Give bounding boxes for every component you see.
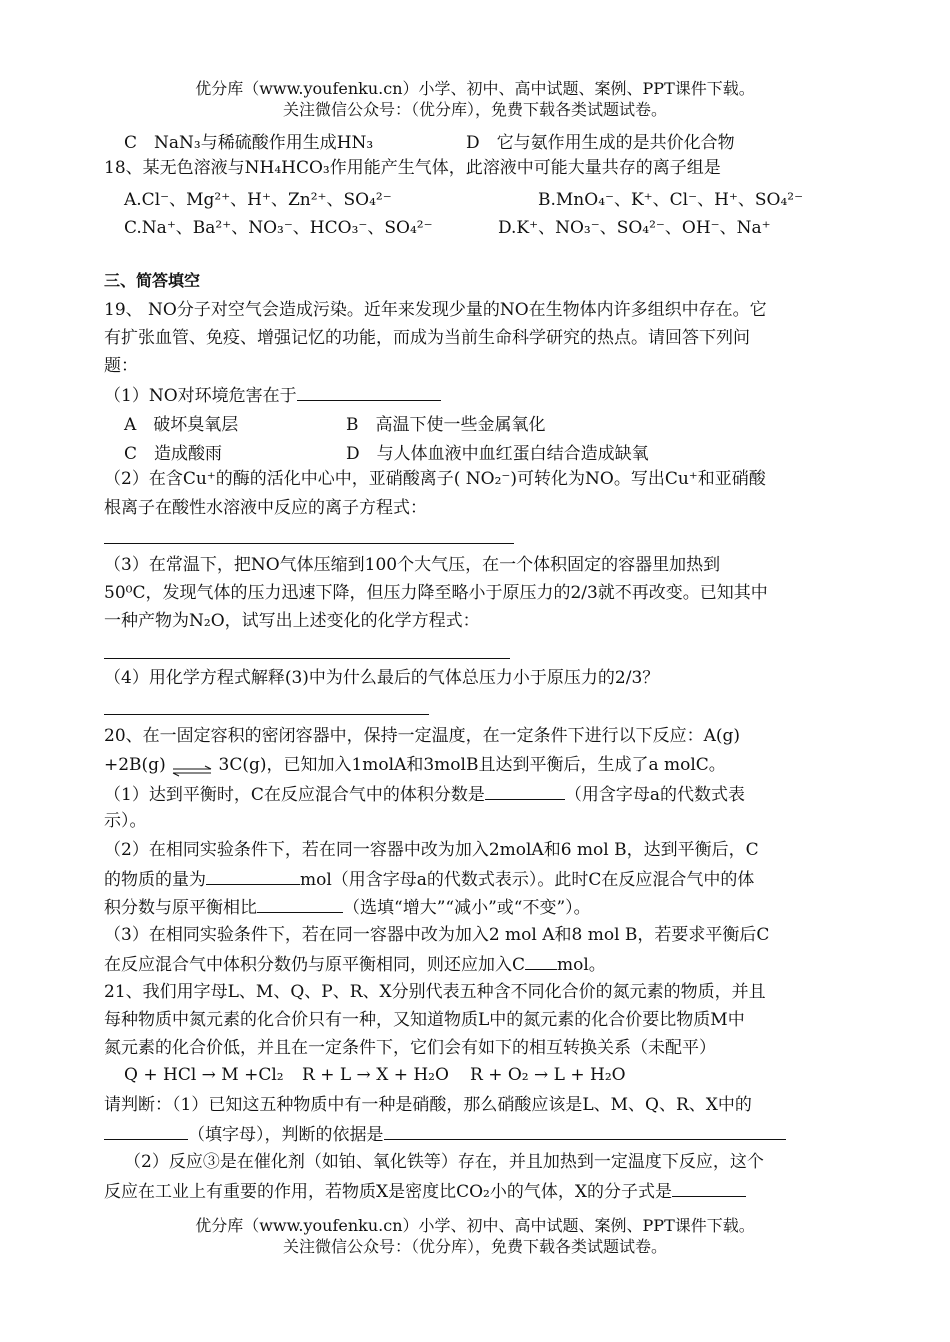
q20-part-2-text-3: 积分数与原平衡相比 [104,898,257,918]
q17-option-c: C NaN₃与稀硫酸作用生成HN₃ [124,133,374,153]
q19-part-4: （4）用化学方程式解释(3)中为什么最后的气体总压力小于原压力的2/3？ [104,668,660,688]
q21-equation-3: R + O₂ → L + H₂O [470,1065,626,1085]
q21-part-2-text: 反应在工业上有重要的作用，若物质X是密度比CO₂小的气体，X的分子式是 [104,1182,672,1202]
q18-option-b: B.MnO₄⁻、K⁺、Cl⁻、H⁺、SO₄²⁻ [538,190,804,210]
q19-part-3-line-3: 一种产物为N₂O，试写出上述变化的化学方程式： [104,611,480,631]
q18-stem: 18、某无色溶液与NH₄HCO₃作用能产生气体，此溶液中可能大量共存的离子组是 [104,158,721,178]
header-line-2: 关注微信公众号：（优分库），免费下载各类试题试卷。 [282,100,667,119]
q20-part-2-line-2 [104,866,844,892]
q20-part-3-line-2 [104,951,844,977]
q20-part-2-text-2: mol（用含字母a的代数式表示）。此时C在反应混合气中的体 [300,870,755,890]
q17-option-d: D 它与氨作用生成的是共价化合物 [466,133,735,153]
q21-part-1-text: （填字母），判断的依据是 [188,1125,384,1145]
q20-line-2 [104,753,844,777]
q20-part-2-text-4: （选填“增大”“减小”或“不变”）。 [343,898,591,918]
header-line-1: 优分库（www.youfenku.cn）小学、初中、高中试题、案例、PPT课件下载。 [195,79,755,98]
q21-part-1-blank-2[interactable] [384,1121,786,1140]
q20-part-3-tail: mol。 [557,955,606,975]
q19-part-3-line-1: （3）在常温下，把NO气体压缩到100个大气压，在一个体积固定的容器里加热到 [104,555,721,575]
q19-part-3-line-2: 50⁰C，发现气体的压力迅速下降，但压力降至略小于原压力的2/3就不再改变。已知其中 [104,583,768,603]
q20-part-1-tail: （用含字母a的代数式表 [564,785,745,805]
section-title: 三、简答填空 [104,271,201,290]
q18-option-c: C.Na⁺、Ba²⁺、NO₃⁻、HCO₃⁻、SO₄²⁻ [124,218,433,238]
q19-part-2-answer-line[interactable] [104,543,514,544]
q20-part-1-line-2: 示）。 [104,811,147,831]
q21-part-2-line-1: （2）反应③是在催化剂（如铂、氧化铁等）存在，并且加热到一定温度下反应，这个 [124,1152,764,1172]
q19-part-4-answer-line[interactable] [104,714,429,715]
q20-part-2-blank-1[interactable] [206,866,300,885]
q20-products-text: 3C(g)，已知加入1molA和3molB且达到平衡后，生成了a molC。 [218,755,726,775]
q21-part-1-blank-1[interactable] [104,1121,188,1140]
q19-part-1-text: （1）NO对环境危害在于 [104,386,297,406]
q20-part-2-blank-2[interactable] [257,894,343,913]
q20-line-1: 20、在一固定容积的密闭容器中，保持一定温度，在一定条件下进行以下反应：A(g) [104,726,741,746]
q18-option-d: D.K⁺、NO₃⁻、SO₄²⁻、OH⁻、Na⁺ [498,218,771,238]
q21-line-2: 每种物质中氮元素的化合价只有一种，又知道物质L中的氮元素的化合价要比物质M中 [104,1010,745,1030]
q20-part-2-text: 的物质的量为 [104,870,206,890]
q19-part-2-line-2: 根离子在酸性水溶液中反应的离子方程式： [104,498,427,518]
q21-equation-1: Q + HCl → M +Cl₂ [124,1065,284,1085]
q20-part-3-line-1: （3）在相同实验条件下，若在同一容器中改为加入2 mol A和8 mol B，若要求平衡后C [104,925,770,945]
footer-line-1: 优分库（www.youfenku.cn）小学、初中、高中试题、案例、PPT课件下载。 [195,1216,755,1235]
q20-part-3-blank[interactable] [525,951,557,970]
q20-part-2-line-3 [104,894,844,920]
q19-option-c: C 造成酸雨 [124,444,223,464]
q19-line-2: 有扩张血管、免疫、增强记忆的功能，而成为当前生命科学研究的热点。请回答下列问 [104,328,750,348]
q21-line-3: 氮元素的化合价低，并且在一定条件下，它们会有如下的相互转换关系（未配平） [104,1038,716,1058]
q20-part-1 [104,781,844,807]
q19-option-d: D 与人体血液中血红蛋白结合造成缺氧 [346,444,649,464]
q21-line-1: 21、我们用字母L、M、Q、P、R、X分别代表五种含不同化合价的氮元素的物质，并且 [104,982,766,1002]
equilibrium-arrow-icon [171,760,213,772]
q21-part-2-blank[interactable] [672,1178,746,1197]
q20-part-1-text: （1）达到平衡时，C在反应混合气中的体积分数是 [104,785,485,805]
q19-option-a: A 破坏臭氧层 [124,415,239,435]
footer-line-2: 关注微信公众号：（优分库），免费下载各类试题试卷。 [282,1237,667,1256]
q19-part-3-answer-line[interactable] [104,658,510,659]
q18-option-a: A.Cl⁻、Mg²⁺、H⁺、Zn²⁺、SO₄²⁻ [124,190,392,210]
q21-part-1-line-1: 请判断：（1）已知这五种物质中有一种是硝酸，那么硝酸应该是L、M、Q、R、X中的 [104,1095,752,1115]
q21-equation-2: R + L → X + H₂O [302,1065,449,1085]
q20-part-1-blank[interactable] [485,781,565,800]
q20-part-3-text: 在反应混合气中体积分数仍与原平衡相同，则还应加入C [104,955,526,975]
q21-part-1-line-2 [104,1121,844,1147]
q19-line-1: 19、 NO分子对空气会造成污染。近年来发现少量的NO在生物体内许多组织中存在。它 [104,300,767,320]
q20-part-2-line-1: （2）在相同实验条件下，若在同一容器中改为加入2molA和6 mol B，达到平衡后，C [104,840,759,860]
q19-option-b: B 高温下使一些金属氧化 [346,415,546,435]
q19-part-2-line-1: （2）在含Cu⁺的酶的活化中心中，亚硝酸离子( NO₂⁻)可转化为NO。写出Cu⁺和亚硝酸 [104,469,766,489]
q21-part-2-line-2 [104,1178,844,1204]
q20-reactants: +2B(g) [104,755,166,775]
q19-part-1 [104,382,844,408]
q19-part-1-blank[interactable] [297,382,441,401]
q19-line-3: 题： [104,356,138,376]
